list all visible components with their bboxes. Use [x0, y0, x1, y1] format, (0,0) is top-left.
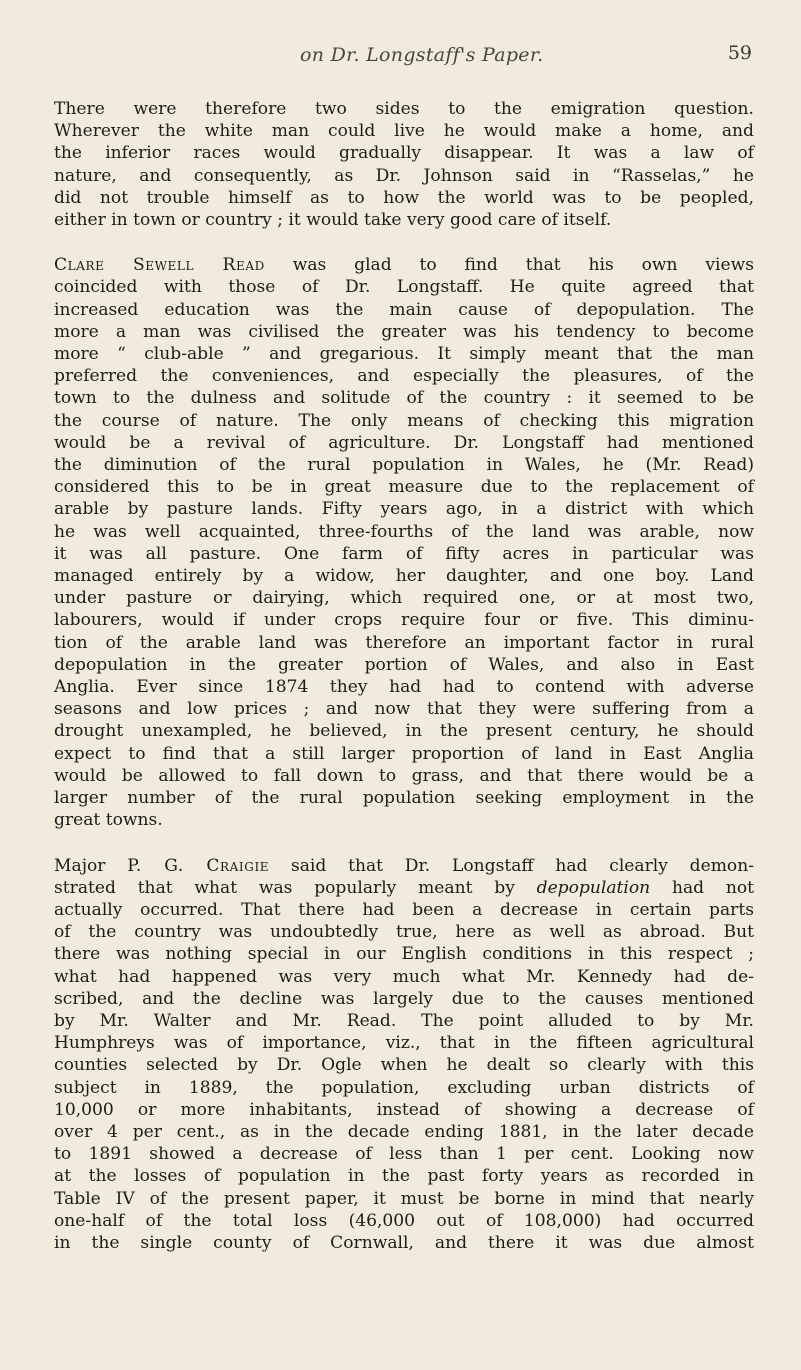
text-line: preferred the conveniences, and especially the pleasures, of the — [54, 366, 754, 387]
text-line: under pasture or dairying, which required one, or at most two, — [54, 588, 754, 609]
text-line: more a man was civilised the greater was his tendency to become — [54, 321, 754, 342]
text-line: Wherever the white man could live he would make a home, and — [54, 121, 754, 142]
text-line: the inferior races would gradually disappear. It was a law of — [54, 143, 754, 164]
text-line: what had happened was very much what Mr. Kennedy had de- — [54, 966, 754, 987]
text-line: scribed, and the decline was largely due to the causes mentioned — [54, 988, 754, 1009]
text-line: subject in 1889, the population, excluding urban districts of — [54, 1077, 754, 1098]
text-line: would be allowed to fall down to grass, and that there would be a — [54, 765, 754, 786]
text-line: actually occurred. That there had been a decrease in certain parts — [54, 899, 754, 920]
text-line: it was all pasture. One farm of fifty acres in particular was — [54, 543, 754, 564]
text-fragment: had not — [671, 877, 755, 898]
text-line: more “ club-able ” and gregarious. It simply meant that the man — [54, 344, 754, 365]
text-line: 10,000 or more inhabitants, instead of showing a decrease of — [54, 1099, 754, 1120]
text-line: seasons and low prices ; and now that they were suffering from a — [54, 699, 754, 720]
page-number: 59 — [727, 42, 752, 64]
text-line — [54, 254, 754, 276]
text-line: one-half of the total loss (46,000 out of 108,000) had occurred — [54, 1210, 754, 1231]
speaker-prefix: Major — [54, 855, 106, 876]
body-text — [54, 98, 754, 1277]
speaker-name: P. G. Craigie — [127, 855, 270, 876]
text-line: at the losses of population in the past forty years as recorded in — [54, 1166, 754, 1187]
text-line: nature, and consequently, as Dr. Johnson said in “Rasselas,” he — [54, 165, 754, 186]
text-line: counties selected by Dr. Ogle when he dealt so clearly with this — [54, 1055, 754, 1076]
text-line: depopulation in the greater portion of Wales, and also in East — [54, 654, 754, 675]
text-line: Humphreys was of importance, viz., that in the fifteen agricultural — [54, 1033, 754, 1054]
text-line — [54, 855, 754, 877]
text-line: to 1891 showed a decrease of less than 1 per cent. Looking now — [54, 1144, 754, 1165]
text-line: increased education was the main cause of depopulation. The — [54, 299, 754, 320]
text-line: in the single county of Cornwall, and there it was due almost — [54, 1232, 754, 1253]
paragraph-3 — [54, 855, 754, 1255]
text-line: over 4 per cent., as in the decade ending 1881, in the later decade — [54, 1121, 754, 1142]
paragraph-1 — [54, 98, 754, 231]
text-line: coincided with those of Dr. Longstaff. He quite agreed that — [54, 277, 754, 298]
text-line: town to the dulness and solitude of the country : it seemed to be — [54, 388, 754, 409]
speaker-name: Clare Sewell Read — [54, 255, 265, 276]
text-line: either in town or country ; it would take very good care of itself. — [54, 210, 612, 231]
text-line: did not trouble himself as to how the world was to be peopled, — [54, 187, 754, 208]
text-line: the diminution of the rural population in Wales, he (Mr. Read) — [54, 455, 754, 476]
text-line: There were therefore two sides to the emigration question. — [54, 99, 754, 119]
text-line: managed entirely by a widow, her daughter, and one boy. Land — [54, 566, 754, 587]
text-line: considered this to be in great measure due to the replacement of — [54, 477, 754, 498]
text-line: he was well acquainted, three-fourths of the land was arable, now — [54, 521, 754, 542]
text-line: by Mr. Walter and Mr. Read. The point alluded to by Mr. — [54, 1010, 754, 1031]
text-line: great towns. — [54, 810, 163, 831]
text-line — [54, 877, 754, 899]
text-line: tion of the arable land was therefore an important factor in rural — [54, 632, 754, 653]
running-title: on Dr. Longstaff's Paper. — [300, 44, 544, 66]
text-line: there was nothing special in our English conditions in this respect ; — [54, 944, 754, 965]
paragraph-2 — [54, 254, 754, 831]
text-line: the course of nature. The only means of checking this migration — [54, 410, 754, 431]
text-line: drought unexampled, he believed, in the present century, he should — [54, 721, 754, 742]
text-fragment: said that Dr. Longstaff had clearly demon- — [290, 855, 755, 876]
text-line: larger number of the rural population seeking employment in the — [54, 788, 754, 809]
text-line: of the country was undoubtedly true, here as well as abroad. But — [54, 922, 754, 943]
text-line: would be a revival of agriculture. Dr. Longstaff had mentioned — [54, 432, 754, 453]
text-fragment: was glad to find that his own views — [292, 255, 755, 276]
text-line: Table IV of the present paper, it must be borne in mind that nearly — [54, 1188, 754, 1209]
text-fragment: strated that what was popularly meant by — [54, 877, 515, 898]
text-line: Anglia. Ever since 1874 they had had to contend with adverse — [54, 677, 754, 698]
italic-term: depopulation — [536, 877, 651, 898]
text-line: labourers, would if under crops require four or five. This diminu- — [54, 610, 754, 631]
text-line: arable by pasture lands. Fifty years ago, in a district with which — [54, 499, 754, 520]
text-line: expect to find that a still larger proportion of land in East Anglia — [54, 743, 754, 764]
